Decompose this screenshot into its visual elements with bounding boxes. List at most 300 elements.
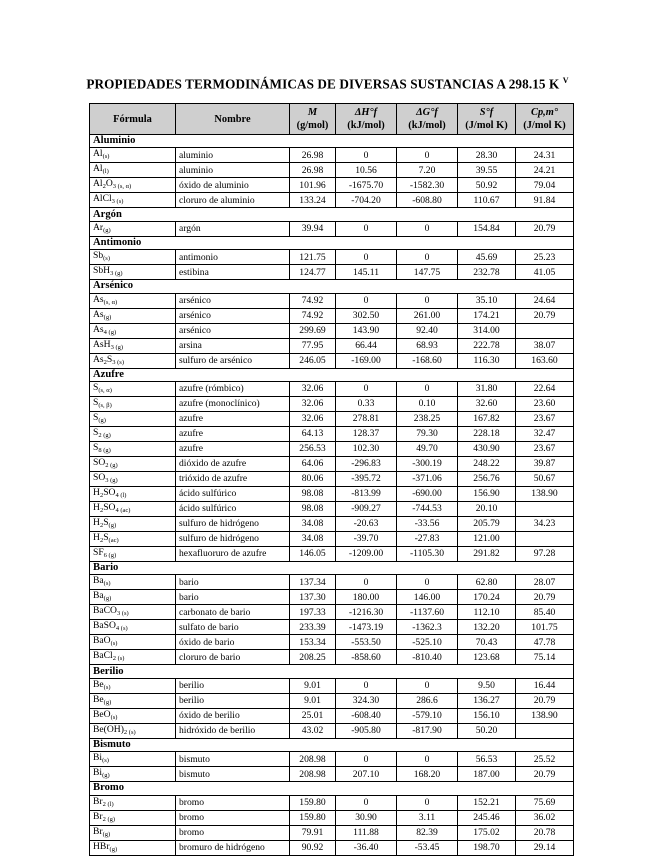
formula-symbol: SO [93, 456, 106, 468]
formula-subscript: 2 [99, 506, 104, 514]
formula-subscript: 2 (g) [98, 431, 111, 439]
formula-subscript: (s) [102, 153, 110, 161]
entropy-cell: 121.00 [458, 531, 516, 546]
gibbs-cell: -53.45 [397, 840, 458, 855]
formula-cell [90, 810, 176, 825]
enthalpy-cell: 145.11 [336, 265, 397, 280]
heat-capacity-cell: 28.07 [516, 575, 574, 590]
formula-cell [90, 250, 176, 265]
molar-mass-cell: 98.08 [290, 501, 336, 516]
enthalpy-cell: 0.33 [336, 396, 397, 411]
enthalpy-cell: 143.90 [336, 323, 397, 338]
name-cell: hidróxido de berilio [176, 723, 290, 738]
molar-mass-cell: 32.06 [290, 381, 336, 396]
formula-cell [90, 531, 176, 546]
enthalpy-cell: 180.00 [336, 590, 397, 605]
table-row [90, 516, 574, 531]
gibbs-cell: -1137.60 [397, 605, 458, 620]
entropy-cell: 123.68 [458, 650, 516, 665]
gibbs-cell: 82.39 [397, 825, 458, 840]
enthalpy-cell: 111.88 [336, 825, 397, 840]
formula-symbol: SO [103, 486, 116, 498]
table-row [90, 635, 574, 650]
formula-subscript: (s) [103, 255, 110, 263]
formula-cell [90, 338, 176, 353]
heat-capacity-cell: 138.90 [516, 708, 574, 723]
formula-symbol: SbH [93, 265, 111, 277]
formula-symbol: As [93, 308, 104, 320]
heat-capacity-cell: 16.44 [516, 678, 574, 693]
table-row [90, 825, 574, 840]
heat-capacity-cell: 163.60 [516, 353, 574, 368]
formula-subscript: (s, β) [98, 401, 112, 409]
gibbs-cell: -579.10 [397, 708, 458, 723]
group-row [90, 368, 574, 381]
gibbs-cell: 3.11 [397, 810, 458, 825]
name-cell: sulfuro de hidrógeno [176, 516, 290, 531]
formula-cell [90, 381, 176, 396]
formula-cell [90, 323, 176, 338]
name-cell: argón [176, 221, 290, 236]
gibbs-cell: 0 [397, 752, 458, 767]
group-row [90, 561, 574, 574]
enthalpy-cell: 0 [336, 148, 397, 163]
heat-capacity-cell: 20.79 [516, 308, 574, 323]
entropy-cell: 430.90 [458, 441, 516, 456]
table-row [90, 501, 574, 516]
entropy-cell: 116.30 [458, 353, 516, 368]
formula-cell [90, 723, 176, 738]
entropy-cell: 56.53 [458, 752, 516, 767]
formula-cell [90, 426, 176, 441]
formula-subscript: (g) [102, 830, 111, 838]
table-row [90, 426, 574, 441]
entropy-cell: 136.27 [458, 693, 516, 708]
formula-subscript: (s) [103, 683, 111, 691]
molar-mass-cell: 34.08 [290, 516, 336, 531]
table-row [90, 650, 574, 665]
name-cell: arsénico [176, 293, 290, 308]
formula-symbol: H [93, 501, 100, 513]
table-row [90, 163, 574, 178]
group-name: Bismuto [90, 738, 574, 751]
gibbs-cell: -371.06 [397, 471, 458, 486]
name-cell: azufre (monoclínico) [176, 396, 290, 411]
formula-subscript: 2 [99, 491, 104, 499]
group-name: Bario [90, 561, 574, 574]
enthalpy-cell: 0 [336, 381, 397, 396]
group-name: Arsénico [90, 280, 574, 293]
table-row [90, 471, 574, 486]
formula-cell [90, 148, 176, 163]
entropy-cell: 248.22 [458, 456, 516, 471]
formula-symbol: BaCO [93, 605, 117, 617]
name-cell: sulfato de bario [176, 620, 290, 635]
gibbs-cell: -817.90 [397, 723, 458, 738]
gibbs-cell: -33.56 [397, 516, 458, 531]
entropy-cell: 45.69 [458, 250, 516, 265]
enthalpy-cell: -1216.30 [336, 605, 397, 620]
table-row [90, 575, 574, 590]
formula-subscript: (s) [103, 580, 111, 588]
table-row [90, 752, 574, 767]
heat-capacity-cell: 50.67 [516, 471, 574, 486]
table-row [90, 308, 574, 323]
heat-capacity-cell: 20.78 [516, 825, 574, 840]
formula-subscript: (g) [109, 845, 118, 853]
molar-mass-cell: 9.01 [290, 678, 336, 693]
heat-capacity-cell: 101.75 [516, 620, 574, 635]
entropy-cell: 228.18 [458, 426, 516, 441]
formula-cell [90, 767, 176, 782]
formula-cell [90, 411, 176, 426]
formula-subscript: 4 (ac) [115, 506, 131, 514]
enthalpy-cell: -169.00 [336, 353, 397, 368]
formula-symbol: Al [93, 178, 103, 190]
entropy-cell: 291.82 [458, 546, 516, 561]
heat-capacity-cell: 41.05 [516, 265, 574, 280]
formula-symbol: S [93, 441, 99, 453]
table-body [90, 135, 574, 856]
table-row [90, 381, 574, 396]
enthalpy-cell: -39.70 [336, 531, 397, 546]
molar-mass-cell: 208.98 [290, 767, 336, 782]
heat-capacity-cell: 85.40 [516, 605, 574, 620]
group-name: Antimonio [90, 236, 574, 249]
molar-mass-cell: 80.06 [290, 471, 336, 486]
formula-subscript: (s, α) [103, 298, 118, 306]
molar-mass-cell: 32.06 [290, 411, 336, 426]
formula-subscript: (g) [108, 521, 117, 529]
formula-symbol: Be [93, 693, 104, 705]
formula-subscript: (g) [102, 772, 110, 780]
enthalpy-cell: -704.20 [336, 193, 397, 208]
formula-subscript: 2 (l) [102, 800, 114, 808]
formula-subscript: 2 (g) [105, 461, 118, 469]
heat-capacity-cell: 75.14 [516, 650, 574, 665]
entropy-cell: 245.46 [458, 810, 516, 825]
gibbs-cell: 79.30 [397, 426, 458, 441]
molar-mass-cell: 256.53 [290, 441, 336, 456]
formula-symbol: S [103, 531, 109, 543]
enthalpy-cell: 102.30 [336, 441, 397, 456]
gibbs-cell: 0 [397, 795, 458, 810]
entropy-cell: 170.24 [458, 590, 516, 605]
molar-mass-cell: 79.91 [290, 825, 336, 840]
molar-mass-cell: 101.96 [290, 178, 336, 193]
table-row [90, 531, 574, 546]
molar-mass-cell: 32.06 [290, 396, 336, 411]
gibbs-cell: -1362.3 [397, 620, 458, 635]
gibbs-cell: 0 [397, 250, 458, 265]
enthalpy-cell: 0 [336, 752, 397, 767]
table-header-row [90, 104, 574, 135]
table-row [90, 620, 574, 635]
enthalpy-cell: 30.90 [336, 810, 397, 825]
group-name: Argón [90, 208, 574, 221]
formula-cell [90, 708, 176, 723]
table-row [90, 178, 574, 193]
gibbs-cell: 146.00 [397, 590, 458, 605]
header-heat-capacity: Cp,m° (J/mol K) [516, 104, 574, 135]
group-row [90, 280, 574, 293]
formula-symbol: Al [93, 148, 103, 160]
heat-capacity-cell: 38.07 [516, 338, 574, 353]
name-cell: sulfuro de arsénico [176, 353, 290, 368]
enthalpy-cell: -553.50 [336, 635, 397, 650]
name-cell: carbonato de bario [176, 605, 290, 620]
table-row [90, 411, 574, 426]
name-cell: sulfuro de hidrógeno [176, 531, 290, 546]
heat-capacity-cell: 20.79 [516, 590, 574, 605]
molar-mass-cell: 124.77 [290, 265, 336, 280]
header-gibbs: ΔG°f (kJ/mol) [397, 104, 458, 135]
name-cell: bismuto [176, 752, 290, 767]
entropy-cell: 31.80 [458, 381, 516, 396]
formula-subscript: 2 [99, 521, 104, 529]
molar-mass-cell: 246.05 [290, 353, 336, 368]
enthalpy-cell: -1473.19 [336, 620, 397, 635]
name-cell: estibina [176, 265, 290, 280]
table-row [90, 338, 574, 353]
name-cell: óxido de aluminio [176, 178, 290, 193]
gibbs-cell: 0 [397, 148, 458, 163]
heat-capacity-cell: 25.23 [516, 250, 574, 265]
formula-cell [90, 471, 176, 486]
molar-mass-cell: 26.98 [290, 148, 336, 163]
name-cell: bario [176, 590, 290, 605]
formula-cell [90, 163, 176, 178]
title-text: PROPIEDADES TERMODINÁMICAS DE DIVERSAS SUSTANCIAS A 298.15 K [86, 76, 560, 92]
entropy-cell: 314.00 [458, 323, 516, 338]
molar-mass-cell: 34.08 [290, 531, 336, 546]
name-cell: azufre [176, 426, 290, 441]
formula-cell [90, 825, 176, 840]
heat-capacity-cell: 24.64 [516, 293, 574, 308]
enthalpy-cell: -608.40 [336, 708, 397, 723]
entropy-cell: 222.78 [458, 338, 516, 353]
enthalpy-cell: 0 [336, 250, 397, 265]
entropy-cell: 167.82 [458, 411, 516, 426]
heat-capacity-cell [516, 723, 574, 738]
table-row [90, 708, 574, 723]
molar-mass-cell: 26.98 [290, 163, 336, 178]
entropy-cell: 156.90 [458, 486, 516, 501]
document-title [0, 76, 655, 92]
formula-cell [90, 590, 176, 605]
formula-symbol: Be [93, 678, 104, 690]
molar-mass-cell: 74.92 [290, 293, 336, 308]
group-row [90, 738, 574, 751]
molar-mass-cell: 146.05 [290, 546, 336, 561]
formula-cell [90, 396, 176, 411]
enthalpy-cell: -1209.00 [336, 546, 397, 561]
enthalpy-cell: -813.99 [336, 486, 397, 501]
table-row [90, 441, 574, 456]
name-cell: arsina [176, 338, 290, 353]
table-row [90, 353, 574, 368]
molar-mass-cell: 9.01 [290, 693, 336, 708]
name-cell: ácido sulfúrico [176, 501, 290, 516]
formula-subscript: 4 (g) [103, 328, 117, 336]
gibbs-cell: -27.83 [397, 531, 458, 546]
formula-symbol: S [93, 411, 99, 423]
gibbs-cell: -300.19 [397, 456, 458, 471]
gibbs-cell: 0 [397, 575, 458, 590]
gibbs-cell: 68.93 [397, 338, 458, 353]
heat-capacity-cell: 79.04 [516, 178, 574, 193]
entropy-cell: 156.10 [458, 708, 516, 723]
name-cell: aluminio [176, 148, 290, 163]
gibbs-cell: 168.20 [397, 767, 458, 782]
formula-symbol: Ar [93, 221, 104, 233]
formula-symbol: SO [103, 501, 116, 513]
name-cell: antimonio [176, 250, 290, 265]
enthalpy-cell: 302.50 [336, 308, 397, 323]
molar-mass-cell: 208.98 [290, 752, 336, 767]
group-row [90, 665, 574, 678]
name-cell: bromo [176, 810, 290, 825]
formula-subscript: 2 (s) [112, 655, 125, 663]
formula-cell [90, 178, 176, 193]
entropy-cell: 112.10 [458, 605, 516, 620]
gibbs-cell: 49.70 [397, 441, 458, 456]
gibbs-cell: 0 [397, 221, 458, 236]
formula-cell [90, 486, 176, 501]
molar-mass-cell: 43.02 [290, 723, 336, 738]
gibbs-cell: 238.25 [397, 411, 458, 426]
entropy-cell: 205.79 [458, 516, 516, 531]
formula-symbol: BaSO [93, 620, 116, 632]
name-cell: óxido de bario [176, 635, 290, 650]
heat-capacity-cell: 47.78 [516, 635, 574, 650]
molar-mass-cell: 74.92 [290, 308, 336, 323]
formula-subscript: (g) [103, 313, 112, 321]
gibbs-cell: 7.20 [397, 163, 458, 178]
formula-symbol: SO [93, 471, 106, 483]
formula-cell [90, 456, 176, 471]
gibbs-cell: 0 [397, 678, 458, 693]
group-row [90, 208, 574, 221]
molar-mass-cell: 299.69 [290, 323, 336, 338]
formula-cell [90, 193, 176, 208]
molar-mass-cell: 159.80 [290, 810, 336, 825]
table-row [90, 486, 574, 501]
formula-symbol: O [105, 178, 113, 190]
formula-symbol: BeO [93, 708, 111, 720]
formula-subscript: (g) [103, 698, 112, 706]
entropy-cell: 35.10 [458, 293, 516, 308]
group-row [90, 236, 574, 249]
enthalpy-cell: 0 [336, 221, 397, 236]
formula-symbol: S [103, 516, 109, 528]
molar-mass-cell: 25.01 [290, 708, 336, 723]
entropy-cell: 70.43 [458, 635, 516, 650]
entropy-cell: 9.50 [458, 678, 516, 693]
table-row [90, 293, 574, 308]
heat-capacity-cell [516, 323, 574, 338]
name-cell: azufre [176, 441, 290, 456]
molar-mass-cell: 208.25 [290, 650, 336, 665]
header-molar-mass: M (g/mol) [290, 104, 336, 135]
formula-cell [90, 501, 176, 516]
entropy-cell: 50.92 [458, 178, 516, 193]
table-row [90, 795, 574, 810]
entropy-cell: 32.60 [458, 396, 516, 411]
formula-subscript: 6 (g) [103, 551, 117, 559]
enthalpy-cell: -296.83 [336, 456, 397, 471]
formula-cell [90, 265, 176, 280]
heat-capacity-cell: 22.64 [516, 381, 574, 396]
entropy-cell: 50.20 [458, 723, 516, 738]
formula-cell [90, 605, 176, 620]
enthalpy-cell: -858.60 [336, 650, 397, 665]
enthalpy-cell: 66.44 [336, 338, 397, 353]
formula-subscript: (g) [98, 416, 106, 424]
molar-mass-cell: 197.33 [290, 605, 336, 620]
heat-capacity-cell: 75.69 [516, 795, 574, 810]
gibbs-cell: 0 [397, 381, 458, 396]
formula-cell [90, 516, 176, 531]
heat-capacity-cell: 23.60 [516, 396, 574, 411]
formula-cell [90, 293, 176, 308]
molar-mass-cell: 90.92 [290, 840, 336, 855]
name-cell: cloruro de aluminio [176, 193, 290, 208]
formula-cell [90, 752, 176, 767]
name-cell: dióxido de azufre [176, 456, 290, 471]
formula-symbol: HBr [93, 840, 110, 852]
entropy-cell: 132.20 [458, 620, 516, 635]
heat-capacity-cell: 25.52 [516, 752, 574, 767]
name-cell: berilio [176, 678, 290, 693]
molar-mass-cell: 137.34 [290, 575, 336, 590]
formula-symbol: Be(OH) [93, 723, 124, 735]
heat-capacity-cell: 32.47 [516, 426, 574, 441]
heat-capacity-cell: 34.23 [516, 516, 574, 531]
gibbs-cell: -1582.30 [397, 178, 458, 193]
name-cell: bromo [176, 795, 290, 810]
enthalpy-cell: 207.10 [336, 767, 397, 782]
name-cell: arsénico [176, 323, 290, 338]
group-name: Bromo [90, 782, 574, 795]
formula-cell [90, 620, 176, 635]
formula-symbol: Sb [93, 250, 104, 262]
enthalpy-cell: 0 [336, 293, 397, 308]
table-row [90, 221, 574, 236]
entropy-cell: 39.55 [458, 163, 516, 178]
formula-subscript: 3 (s) [112, 358, 124, 366]
formula-cell [90, 575, 176, 590]
formula-cell [90, 546, 176, 561]
heat-capacity-cell: 138.90 [516, 486, 574, 501]
gibbs-cell: -168.60 [397, 353, 458, 368]
gibbs-cell: 0 [397, 293, 458, 308]
group-name: Azufre [90, 368, 574, 381]
name-cell: aluminio [176, 163, 290, 178]
entropy-cell: 187.00 [458, 767, 516, 782]
heat-capacity-cell: 20.79 [516, 693, 574, 708]
formula-subscript: (g) [103, 595, 112, 603]
table-row [90, 193, 574, 208]
formula-symbol: S [106, 353, 113, 365]
entropy-cell: 198.70 [458, 840, 516, 855]
formula-subscript: 2 (s) [123, 728, 136, 736]
title-superscript: V [562, 76, 569, 85]
formula-symbol: AsH [93, 338, 111, 350]
enthalpy-cell: 0 [336, 575, 397, 590]
table-row [90, 250, 574, 265]
header-entropy: S°f (J/mol K) [458, 104, 516, 135]
